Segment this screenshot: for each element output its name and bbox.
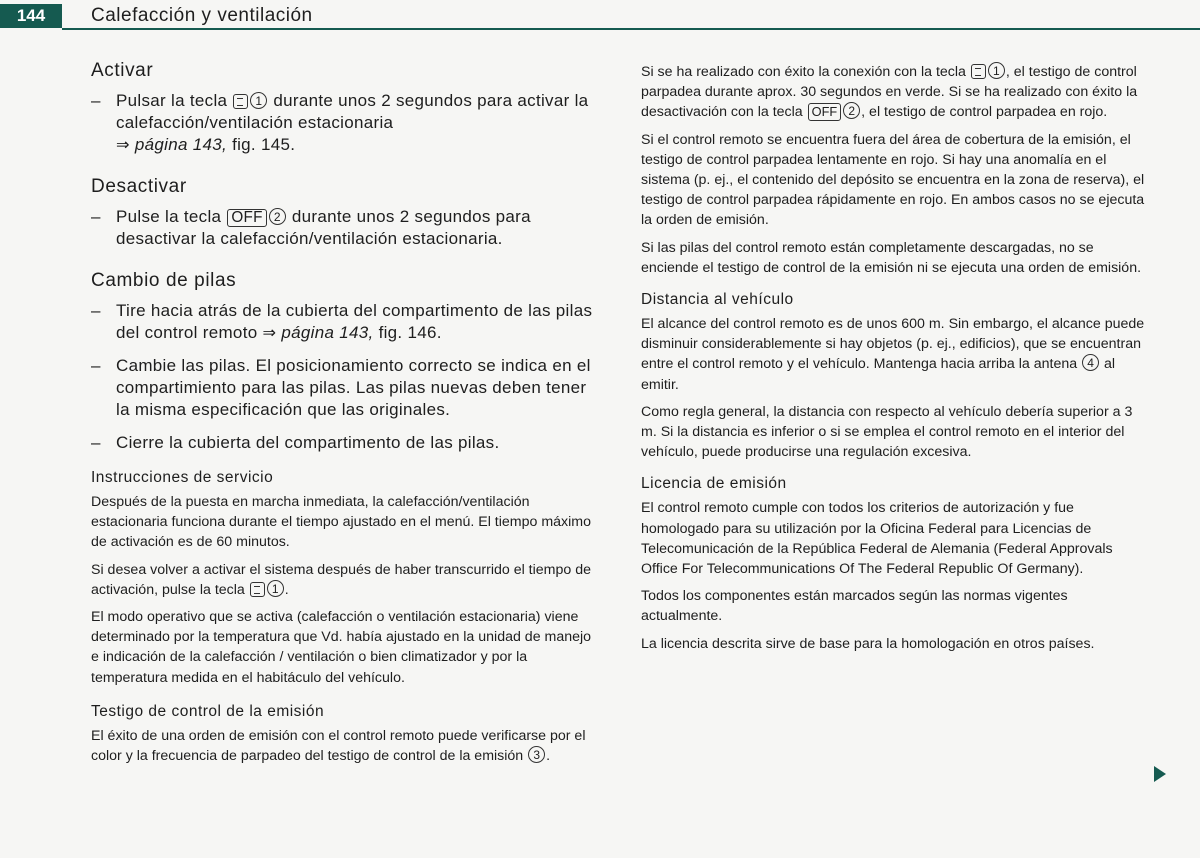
pilas-steps [91, 300, 601, 454]
heater-key-icon [971, 64, 986, 79]
heater-key-icon [250, 582, 265, 597]
instrucciones-p3: El modo operativo que se activa (calefacción o ventilación estacionaria) viene determinado por la temperatura que Vd. había ajustado en la unidad de manejo e indicación de la calefacción / ventilación o bien climatizador y por la temperatura medida en el habitáculo del vehículo. [91, 609, 592, 686]
heading-desactivar: Desactivar [91, 176, 187, 197]
distancia-p1: El alcance del control remoto es de unos 600 m. Sin embargo, el alcance puede disminuir considerablemente si hay objetos (p. ej., edificios), que se encuentran entre el control remoto y el vehículo. Mantenga hacia arriba la antena 4 al emitir. [641, 316, 1145, 393]
section-pilas [91, 268, 601, 454]
licencia-p1: El control remoto cumple con todos los criterios de autorización y fue homologado para su utilización por la Oficina Federal para Licencias de Telecomunicación de la República Federal de Alemania (Federal Approvals Office For Telecommunications Of The Federal Republic Of Germany). [641, 500, 1113, 578]
next-page-arrow-icon[interactable] [1154, 766, 1166, 782]
page-ref-link[interactable]: página 143, [281, 323, 374, 342]
heading-licencia: Licencia de emisión [641, 475, 787, 493]
callout-4: 4 [1082, 354, 1099, 371]
heading-distancia: Distancia al vehículo [641, 291, 794, 309]
header-rule [62, 28, 1200, 30]
licencia-p2: Todos los componentes están marcados según las normas vigentes actualmente. [641, 588, 1068, 625]
right-p3: Si las pilas del control remoto están completamente descargadas, no se enciende el testigo de control de la emisión ni se ejecuta una orden de emisión. [641, 239, 1142, 276]
callout-2: 2 [843, 102, 860, 119]
heading-instrucciones: Instrucciones de servicio [91, 469, 274, 486]
heading-testigo: Testigo de control de la emisión [91, 702, 325, 720]
pilas-step-1: – Tire hacia atrás de la cubierta del compartimento de las pilas del control remoto ⇒ página 143, fig. 146. [91, 300, 601, 344]
licencia-p3: La licencia descrita sirve de base para la homologación en otros países. [641, 635, 1095, 652]
desactivar-steps [91, 206, 601, 250]
section-desactivar [91, 174, 601, 250]
chapter-title: Calefacción y ventilación [91, 5, 313, 26]
callout-1: 1 [250, 92, 267, 109]
right-p2: Si el control remoto se encuentra fuera del área de cobertura de la emisión, el testigo de control parpadea lentamente en rojo. Si hay una anomalía en el sistema (p. ej., el contenido del depósito se encuentra en la zona de reserva), el testigo de control parpadea rápidamente en rojo. En ambos casos no se ejecuta la orden de emisión. [641, 131, 1145, 229]
section-activar [91, 58, 601, 156]
callout-3: 3 [528, 746, 545, 763]
right-p1: Si se ha realizado con éxito la conexión con la tecla 1 , el testigo de control parpadea durante aprox. 30 segundos en verde. Si se ha realizado con éxito la desactivación con la tecla OFF 2 , el testigo de control parpadea en rojo. [641, 64, 1138, 121]
off-key-icon: OFF [227, 209, 267, 227]
right-column [641, 62, 1151, 661]
section-licencia [641, 474, 1151, 653]
arrow-icon: ⇒ [116, 136, 130, 154]
heading-activar: Activar [91, 60, 154, 81]
callout-1: 1 [267, 580, 284, 597]
page-header [0, 0, 1200, 32]
section-instrucciones [91, 468, 601, 688]
heater-key-icon [233, 94, 248, 109]
callout-2: 2 [269, 208, 286, 225]
activar-step-1: – Pulsar la tecla 1 durante unos 2 segundos para activar la calefacción/ventilación estacionaria ⇒ página 143, fig. 145. [91, 90, 601, 156]
distancia-p2: Como regla general, la distancia con respecto al vehículo debería superior a 3 m. Si la distancia es inferior o si se emplea el control remoto en el interior del vehículo, puede producirse una regulación excesiva. [641, 403, 1133, 461]
page-number: 144 [0, 4, 62, 28]
desactivar-step-1: – Pulse la tecla OFF 2 durante unos 2 segundos para desactivar la calefacción/ventilación estacionaria. [91, 206, 601, 250]
heading-pilas: Cambio de pilas [91, 270, 237, 291]
instrucciones-p1: Después de la puesta en marcha inmediata, la calefacción/ventilación estacionaria funciona durante el tiempo ajustado en el menú. El tiempo máximo de activación es de 60 minutos. [91, 494, 591, 551]
activar-steps [91, 90, 601, 156]
section-testigo [91, 702, 601, 766]
off-key-icon: OFF [808, 103, 842, 121]
page-ref-link[interactable]: página 143, [134, 135, 228, 154]
pilas-step-2: – Cambie las pilas. El posicionamiento correcto se indica en el compartimiento para las pilas. Las pilas nuevas deben tener la misma especificación que las originales. [91, 355, 601, 421]
left-column [91, 58, 601, 773]
section-distancia [641, 290, 1151, 462]
pilas-step-3: – Cierre la cubierta del compartimento de las pilas. [91, 432, 601, 454]
callout-1: 1 [988, 62, 1005, 79]
testigo-p1: El éxito de una orden de emisión con el control remoto puede verificarse por el color y la frecuencia de parpadeo del testigo de control de la emisión 3 . [91, 727, 586, 765]
instrucciones-p2: Si desea volver a activar el sistema después de haber transcurrido el tiempo de activación, pulse la tecla 1 . [91, 561, 591, 598]
arrow-icon: ⇒ [262, 324, 277, 342]
